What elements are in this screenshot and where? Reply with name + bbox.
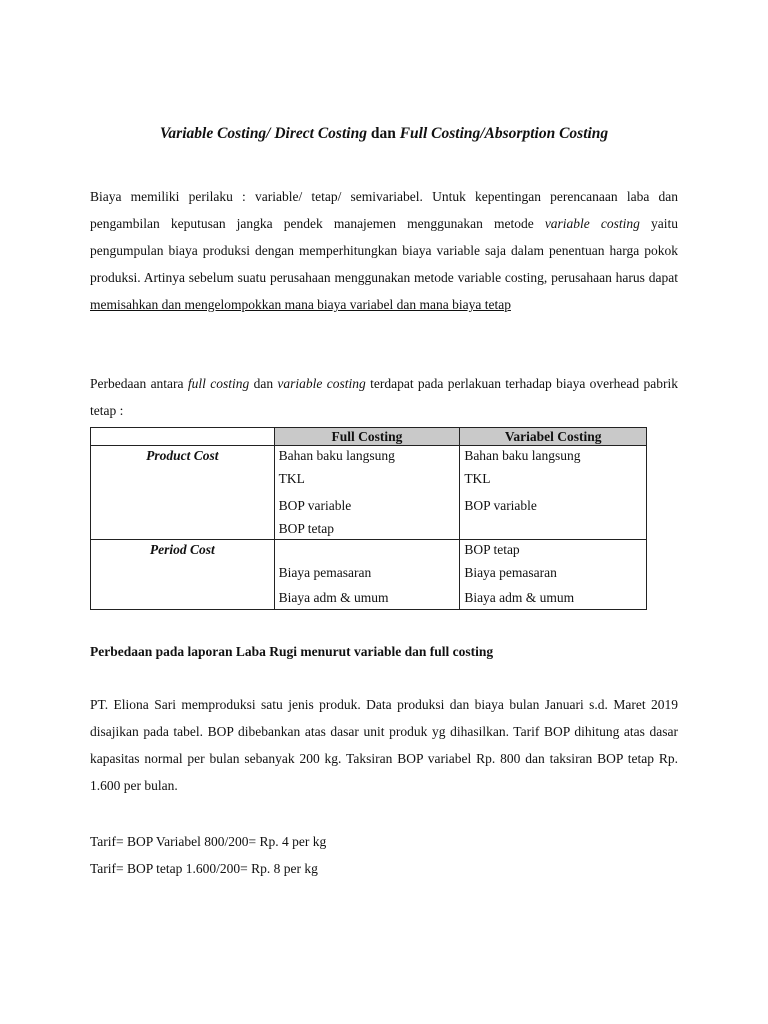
difference-emphasis-full-costing: full costing [187, 376, 250, 391]
cell-line: BOP tetap [464, 542, 520, 557]
difference-text-2: dan [249, 376, 278, 391]
difference-emphasis-variable-costing: variable costing [277, 376, 366, 391]
paragraph-difference [90, 370, 678, 424]
intro-underlined-text: memisahkan dan mengelompokkan mana biaya variabel dan mana biaya tetap [90, 297, 511, 312]
table-row-period-cost [91, 540, 647, 610]
cell-line: Biaya pemasaran [278, 565, 372, 580]
tarif-line-variabel: Tarif= BOP Variabel 800/200= Rp. 4 per kg [90, 834, 327, 849]
table-header-row [91, 428, 647, 446]
title-part-full: Full Costing/Absorption Costing [399, 125, 609, 142]
cell-line [464, 519, 642, 539]
row-label-product-cost: Product Cost [91, 446, 275, 540]
cell-line: TKL [464, 471, 491, 486]
title-connector: dan [366, 125, 400, 142]
cell-line: Biaya pemasaran [464, 565, 557, 580]
intro-text-1: Biaya memiliki perilaku : variable/ tetap/ semivariabel. Untuk kepentingan perencanaan laba dan pengambilan keputusan jangka pendek manajemen menggunakan metode [90, 189, 678, 231]
title-part-variable: Variable Costing/ Direct Costing [159, 125, 367, 142]
cell-line: Bahan baku langsung [278, 448, 395, 463]
cell-line: Biaya adm & umum [464, 589, 575, 605]
intro-text-2: yaitu pengumpulan biaya produksi dengan memperhitungkan biaya variable saja dalam penentuan harga pokok produksi. Artinya sebelum suatu perusahaan menggunakan metode variable costing, perusahaan harus dapat [90, 216, 678, 285]
table-header-variabel-costing: Variabel Costing [460, 428, 647, 446]
costing-comparison-table [90, 427, 647, 610]
tarif-line-tetap: Tarif= BOP tetap 1.600/200= Rp. 8 per kg [90, 861, 318, 876]
difference-text-1: Perbedaan antara [90, 376, 188, 391]
paragraph-intro [90, 183, 678, 318]
cell-line: Biaya adm & umum [278, 589, 389, 605]
row-label-period-cost: Period Cost [91, 540, 275, 610]
cell-line: BOP variable [464, 497, 537, 513]
cell-line: TKL [278, 471, 305, 486]
cell-line [279, 540, 456, 560]
section-heading-laba-rugi: Perbedaan pada laporan Laba Rugi menurut variable dan full costing [90, 644, 494, 659]
cell-line: BOP tetap [278, 521, 335, 536]
period-cost-variabel-cell [460, 540, 647, 610]
product-cost-full-cell [274, 446, 460, 540]
table-header-full-costing: Full Costing [274, 428, 460, 446]
intro-emphasis-variable-costing: variable costing [544, 216, 640, 231]
table-row-product-cost [91, 446, 647, 540]
product-cost-variabel-cell [460, 446, 647, 540]
cell-line: BOP variable [278, 497, 352, 513]
table-header-empty [91, 428, 275, 446]
difference-text-3: terdapat pada perlakuan terhadap biaya overhead pabrik tetap : [90, 376, 678, 418]
cell-line: Bahan baku langsung [464, 448, 581, 463]
period-cost-full-cell [274, 540, 460, 610]
paragraph-case-study: PT. Eliona Sari memproduksi satu jenis produk. Data produksi dan biaya bulan Januari s.d. Maret 2019 disajikan pada tabel. BOP dibebankan atas dasar unit produk yg dihasilkan. Tarif BOP dihitung atas dasar kapasitas normal per bulan sebanyak 200 kg. Taksiran BOP variabel Rp. 800 dan taksiran BOP tetap Rp. 1.600 per bulan. [90, 697, 678, 793]
paragraph-tarif [90, 828, 678, 882]
document-title [90, 125, 678, 143]
